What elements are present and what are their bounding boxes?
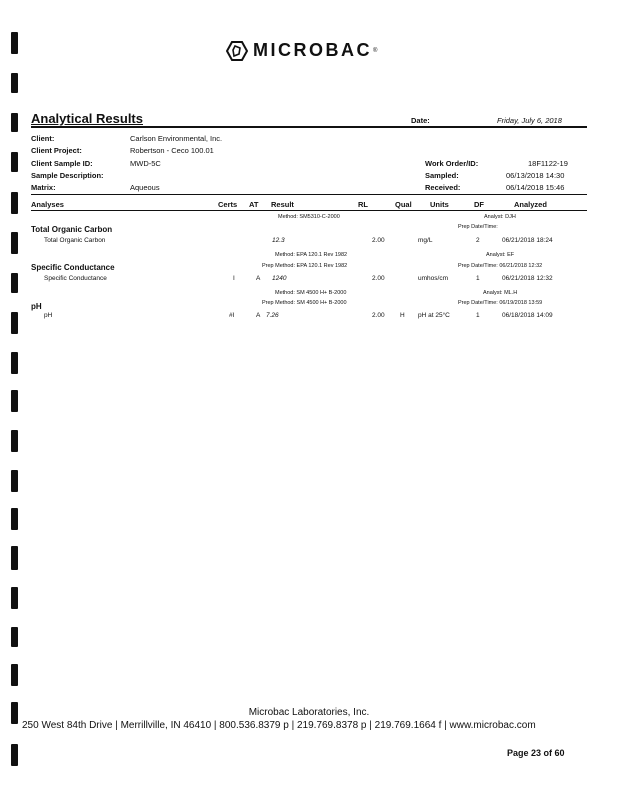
info-rule xyxy=(31,194,587,195)
binder-hole xyxy=(11,32,18,54)
sampled-label: Sampled: xyxy=(425,171,459,180)
group-method: Method: SM5310-C-2000 xyxy=(278,214,340,220)
client-sample-id-value: MWD-5C xyxy=(130,159,161,168)
received-label: Received: xyxy=(425,183,461,192)
binder-hole xyxy=(11,192,18,214)
logo-wordmark: MICROBAC xyxy=(253,40,372,60)
group-prep-time: Prep Date/Time: 06/19/2018 13:59 xyxy=(458,300,543,306)
df-value: 1 xyxy=(476,312,480,319)
col-result: Result xyxy=(271,200,294,209)
certs-value: #I xyxy=(229,312,235,319)
binder-hole xyxy=(11,587,18,609)
binder-hole xyxy=(11,312,18,334)
client-project-value: Robertson - Ceco 100.01 xyxy=(130,146,214,155)
client-project-label: Client Project: xyxy=(31,146,82,155)
units-value: mg/L xyxy=(418,237,433,244)
col-qual: Qual xyxy=(395,200,412,209)
binder-hole xyxy=(11,430,18,452)
binder-hole xyxy=(11,470,18,492)
rl-value: 2.00 xyxy=(372,237,385,244)
received-value: 06/14/2018 15:46 xyxy=(506,183,565,192)
qual-value: H xyxy=(400,312,405,319)
group-analyst: Analyst: EF xyxy=(486,252,515,258)
date-label: Date: xyxy=(411,116,430,125)
df-value: 2 xyxy=(476,237,480,244)
units-value: pH at 25°C xyxy=(418,312,450,319)
group-title: Specific Conductance xyxy=(31,263,115,272)
footer-address: 250 West 84th Drive | Merrillville, IN 46410 | 800.536.8379 p | 219.769.8378 p | 219.769.1664 f | www.microbac.com xyxy=(22,720,536,731)
col-df: DF xyxy=(474,200,484,209)
analyte-name: Total Organic Carbon xyxy=(44,237,106,244)
page-number: Page 23 of 60 xyxy=(507,748,565,758)
group-prep-time: Prep Date/Time: 06/21/2018 12:32 xyxy=(458,263,543,269)
client-sample-id-label: Client Sample ID: xyxy=(31,159,93,168)
certs-value: I xyxy=(233,275,235,282)
group-prep-time: Prep Date/Time: xyxy=(458,224,498,230)
analyzed-value: 06/21/2018 12:32 xyxy=(502,275,553,282)
microbac-logo xyxy=(226,40,377,61)
group-analyst: Analyst: ML.H xyxy=(483,290,518,296)
sample-description-label: Sample Description: xyxy=(31,171,104,180)
group-title: pH xyxy=(31,302,42,311)
analyte-name: pH xyxy=(44,312,53,319)
binder-hole xyxy=(11,627,18,647)
col-at: AT xyxy=(249,200,259,209)
group-prep-method: Prep Method: EPA 120.1 Rev 1982 xyxy=(262,263,348,269)
col-analyses: Analyses xyxy=(31,200,64,209)
column-header-rule xyxy=(31,210,587,211)
binder-hole xyxy=(11,352,18,374)
binder-hole xyxy=(11,664,18,686)
col-analyzed: Analyzed xyxy=(514,200,547,209)
header-rule xyxy=(31,126,587,128)
df-value: 1 xyxy=(476,275,480,282)
matrix-label: Matrix: xyxy=(31,183,56,192)
hexagon-logo-icon xyxy=(226,41,248,61)
binder-hole xyxy=(11,113,18,132)
result-value: 12.3 xyxy=(272,237,285,244)
binder-hole xyxy=(11,744,18,766)
sampled-value: 06/13/2018 14:30 xyxy=(506,171,565,180)
group-method: Method: SM 4500 H+ B-2000 xyxy=(275,290,347,296)
binder-hole xyxy=(11,546,18,570)
work-order-value: 18F1122-19 xyxy=(528,159,568,168)
analyte-name: Specific Conductance xyxy=(44,275,107,282)
matrix-value: Aqueous xyxy=(130,183,160,192)
analyzed-value: 06/21/2018 18:24 xyxy=(502,237,553,244)
at-value: A xyxy=(256,312,261,319)
footer-company: Microbac Laboratories, Inc. xyxy=(248,707,370,718)
binder-hole xyxy=(11,390,18,412)
client-value: Carlson Environmental, Inc. xyxy=(130,134,223,143)
date-value: Friday, July 6, 2018 xyxy=(497,116,562,125)
binder-hole xyxy=(11,232,18,254)
rl-value: 2.00 xyxy=(372,312,385,319)
group-analyst: Analyst: DJH xyxy=(484,214,516,220)
page-title: Analytical Results xyxy=(31,111,143,126)
rl-value: 2.00 xyxy=(372,275,385,282)
col-certs: Certs xyxy=(218,200,238,209)
work-order-label: Work Order/ID: xyxy=(425,159,479,168)
group-prep-method: Prep Method: SM 4500 H+ B-2000 xyxy=(262,300,347,306)
binder-hole xyxy=(11,152,18,172)
binder-hole xyxy=(11,73,18,93)
binder-hole xyxy=(11,508,18,530)
group-title: Total Organic Carbon xyxy=(31,225,113,234)
result-value: 1240 xyxy=(272,275,287,282)
group-method: Method: EPA 120.1 Rev 1982 xyxy=(275,252,348,258)
units-value: umhos/cm xyxy=(418,275,448,282)
result-value: 7.26 xyxy=(266,312,279,319)
analyzed-value: 06/18/2018 14:09 xyxy=(502,312,553,319)
logo-mark: ® xyxy=(373,47,378,54)
at-value: A xyxy=(256,275,261,282)
col-rl: RL xyxy=(358,200,368,209)
col-units: Units xyxy=(430,200,449,209)
client-label: Client: xyxy=(31,134,55,143)
binder-hole xyxy=(11,273,18,293)
